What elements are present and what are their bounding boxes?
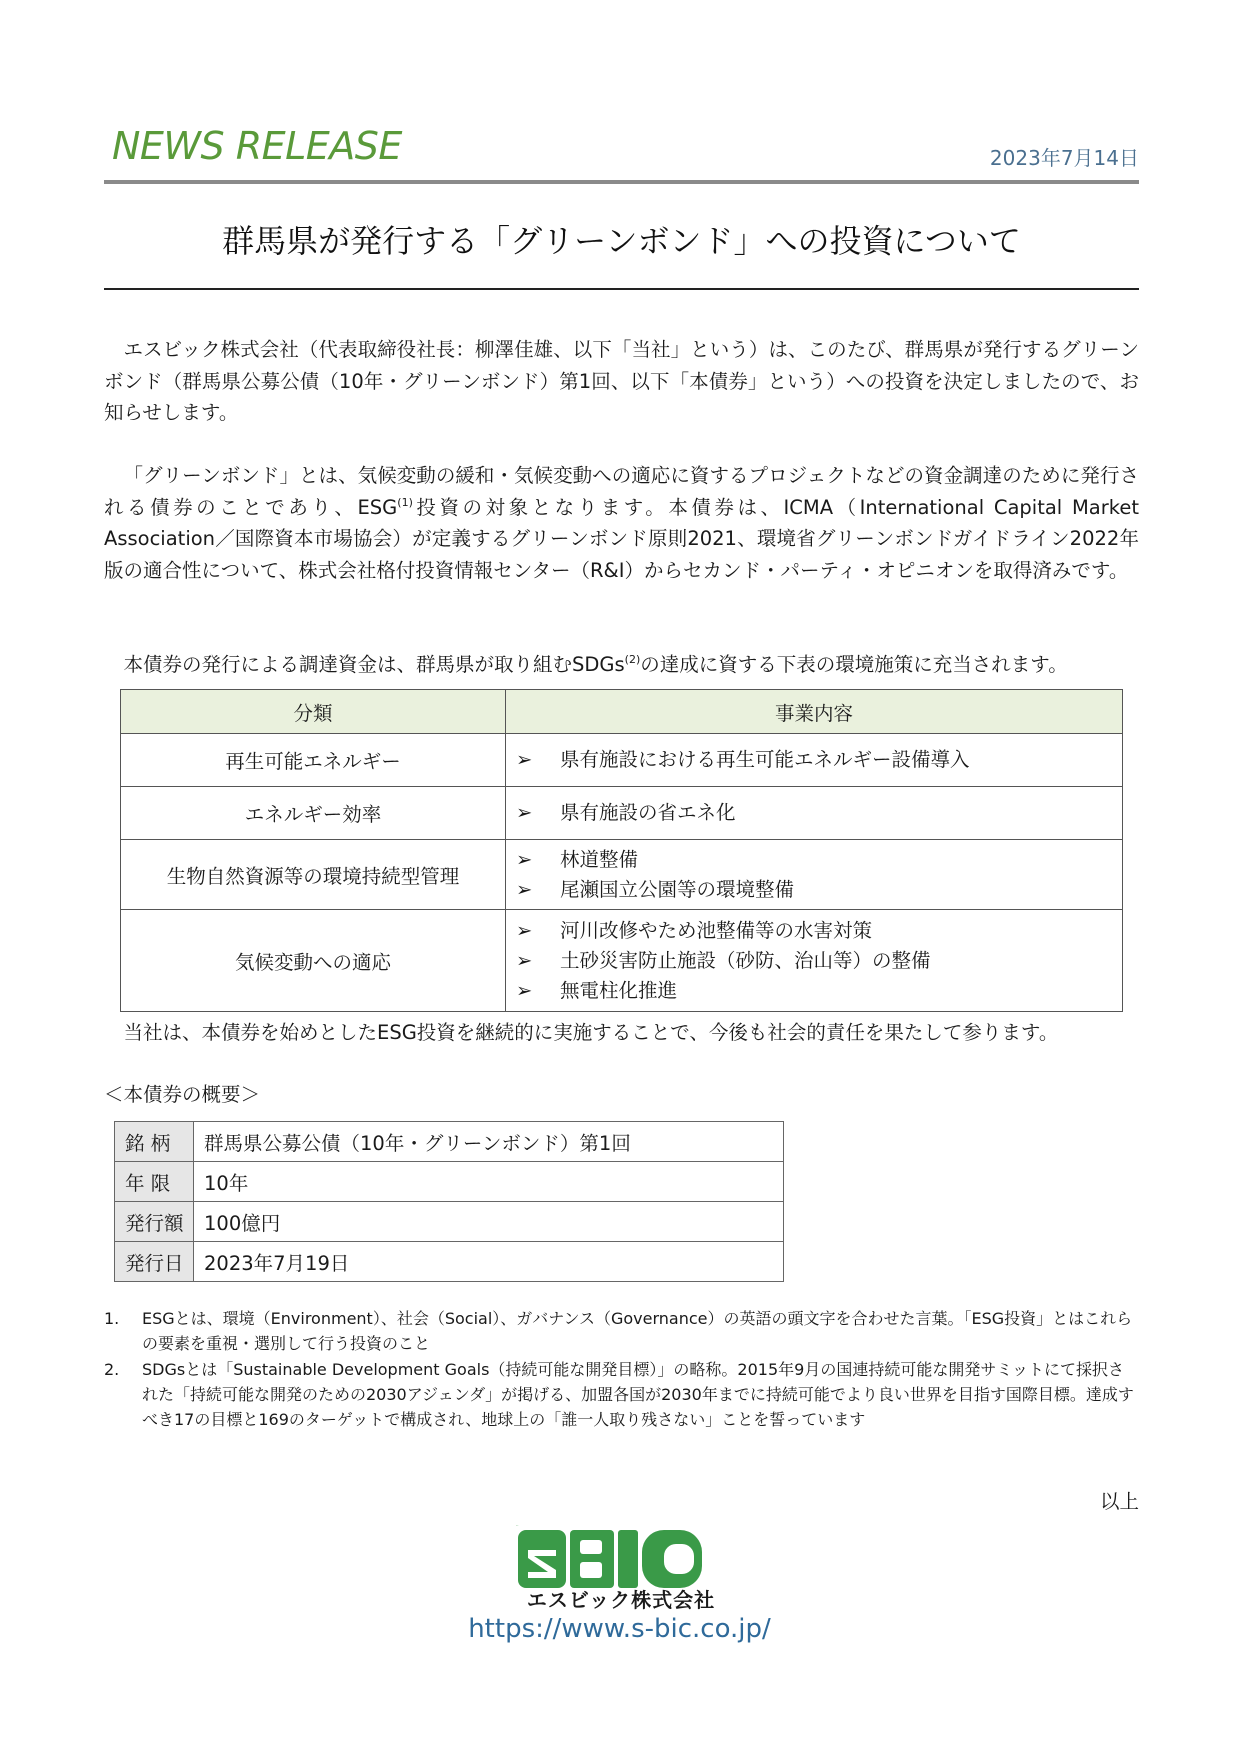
- closing-paragraph: 当社は、本債券を始めとしたESG投資を継続的に実施することで、今後も社会的責任を果たして参ります。: [123, 1021, 1059, 1044]
- arrow-icon: ➢: [516, 918, 533, 942]
- intro-paragraph: エスビック株式会社（代表取締役社長：柳澤佳雄、以下「当社」という）は、このたび、群馬県が発行するグリーンボンド（群馬県公募公債（10年・グリーンボンド）第1回、以下「本債券」という）への投資を決定しましたので、お知らせします。: [104, 338, 1139, 424]
- arrow-icon: ➢: [516, 748, 533, 771]
- allocation-text-1: 本債券の発行による調達資金は、群馬県が取り組むSDGs: [123, 653, 625, 676]
- company-name: エスビック株式会社: [526, 1588, 716, 1612]
- overview-value: 100億円: [194, 1202, 784, 1242]
- release-date: 2023年7月14日: [989, 146, 1139, 170]
- table-header-row: [121, 690, 1123, 734]
- overview-value: 2023年7月19日: [194, 1242, 784, 1282]
- news-release-title: NEWS RELEASE: [112, 124, 402, 168]
- header-category: 分類: [121, 690, 506, 734]
- arrow-icon: ➢: [516, 877, 533, 901]
- project-item: 県有施設における再生可能エネルギー設備導入: [560, 748, 970, 771]
- overview-label: 年 限: [115, 1162, 194, 1202]
- overview-table: [114, 1121, 784, 1282]
- allocation-text-2: の達成に資する下表の環境施策に充当されます。: [640, 653, 1068, 676]
- table-row: [115, 1122, 784, 1162]
- table-row: [121, 840, 1123, 910]
- footnote-text: SDGsとは「Sustainable Development Goals（持続可能な開発目標）」の略称。2015年9月の国連持続可能な開発サミットにて採択された「持続可能な開発のための2030アジェンダ」が掲げる、加盟各国が2030年までに持続可能でより良い世界を目指す国際目標。達成すべき17の目標と169のターゲットで構成され、地球上の「誰一人取り残さない」ことを誓っています: [142, 1360, 1134, 1429]
- footnotes: [104, 1306, 1139, 1433]
- project-item: 県有施設の省エネ化: [560, 801, 736, 824]
- table-row: [121, 734, 1123, 787]
- green-def-text-2: 投資の対象となります。本債券は、ICMA（International Capital Market Association／国際資本市場協会）が定義するグリーンボンド原則2021、環境省グリーンボンドガイドライン2022年版の適合性について、株式会社格付投資情報センター（R&I）からセカンド・パーティ・オピニオンを取得済みです。: [104, 495, 1139, 582]
- green-def-text-1: 「グリーンボンド」とは、気候変動の緩和・気候変動への適応に資するプロジェクトなどの資金調達のために発行される債券のことであり、ESG: [104, 464, 1139, 519]
- table-row: [115, 1242, 784, 1282]
- footnote: [104, 1306, 1139, 1356]
- category-cell: 生物自然資源等の環境持続型管理: [121, 840, 506, 910]
- arrow-icon: ➢: [516, 801, 533, 824]
- overview-label: 銘 柄: [115, 1122, 194, 1162]
- footnote: [104, 1357, 1139, 1432]
- end-mark: 以上: [1099, 1490, 1139, 1513]
- green-bond-definition: [104, 460, 1139, 586]
- overview-value: 10年: [194, 1162, 784, 1202]
- overview-label: 発行額: [115, 1202, 194, 1242]
- footnote-text: ESGとは、環境（Environment）、社会（Social）、ガバナンス（Governance）の英語の頭文字を合わせた言葉。「ESG投資」とはこれらの要素を重視・選別して行う投資のこと: [142, 1309, 1133, 1353]
- page-title: 群馬県が発行する「グリーンボンド」への投資について: [222, 222, 1021, 260]
- overview-heading: ＜本債券の概要＞: [104, 1083, 261, 1106]
- table-row: [121, 910, 1123, 1012]
- projects-table: [120, 689, 1123, 1012]
- footnote-number: 1.: [104, 1309, 120, 1328]
- table-row: [115, 1202, 784, 1242]
- items-cell: [506, 910, 1123, 1012]
- arrow-icon: ➢: [516, 978, 533, 1002]
- project-item: 無電柱化推進: [560, 978, 678, 1002]
- items-cell: [506, 840, 1123, 910]
- project-item: 尾瀬国立公園等の環境整備: [560, 877, 795, 901]
- project-item: 河川改修やため池整備等の水害対策: [560, 918, 873, 942]
- allocation-paragraph: [104, 649, 1139, 681]
- title-divider: [104, 288, 1139, 290]
- header-divider: [104, 180, 1139, 184]
- project-item: 土砂災害防止施設（砂防、治山等）の整備: [560, 948, 931, 972]
- arrow-icon: ➢: [516, 948, 533, 972]
- header-content: 事業内容: [506, 690, 1123, 734]
- items-cell: [506, 787, 1123, 840]
- footnote-number: 2.: [104, 1360, 120, 1379]
- overview-value: 群馬県公募公債（10年・グリーンボンド）第1回: [194, 1122, 784, 1162]
- items-cell: [506, 734, 1123, 787]
- table-row: [115, 1162, 784, 1202]
- overview-label: 発行日: [115, 1242, 194, 1282]
- category-cell: エネルギー効率: [121, 787, 506, 840]
- category-cell: 気候変動への適応: [121, 910, 506, 1012]
- arrow-icon: ➢: [516, 847, 533, 871]
- project-item: 林道整備: [560, 847, 639, 871]
- table-row: [121, 787, 1123, 840]
- logo-text: SBIC: [516, 1526, 519, 1527]
- category-cell: 再生可能エネルギー: [121, 734, 506, 787]
- note-ref-1: (1): [397, 495, 413, 509]
- note-ref-2: (2): [624, 653, 641, 666]
- company-url[interactable]: https://www.s-bic.co.jp/: [468, 1614, 771, 1644]
